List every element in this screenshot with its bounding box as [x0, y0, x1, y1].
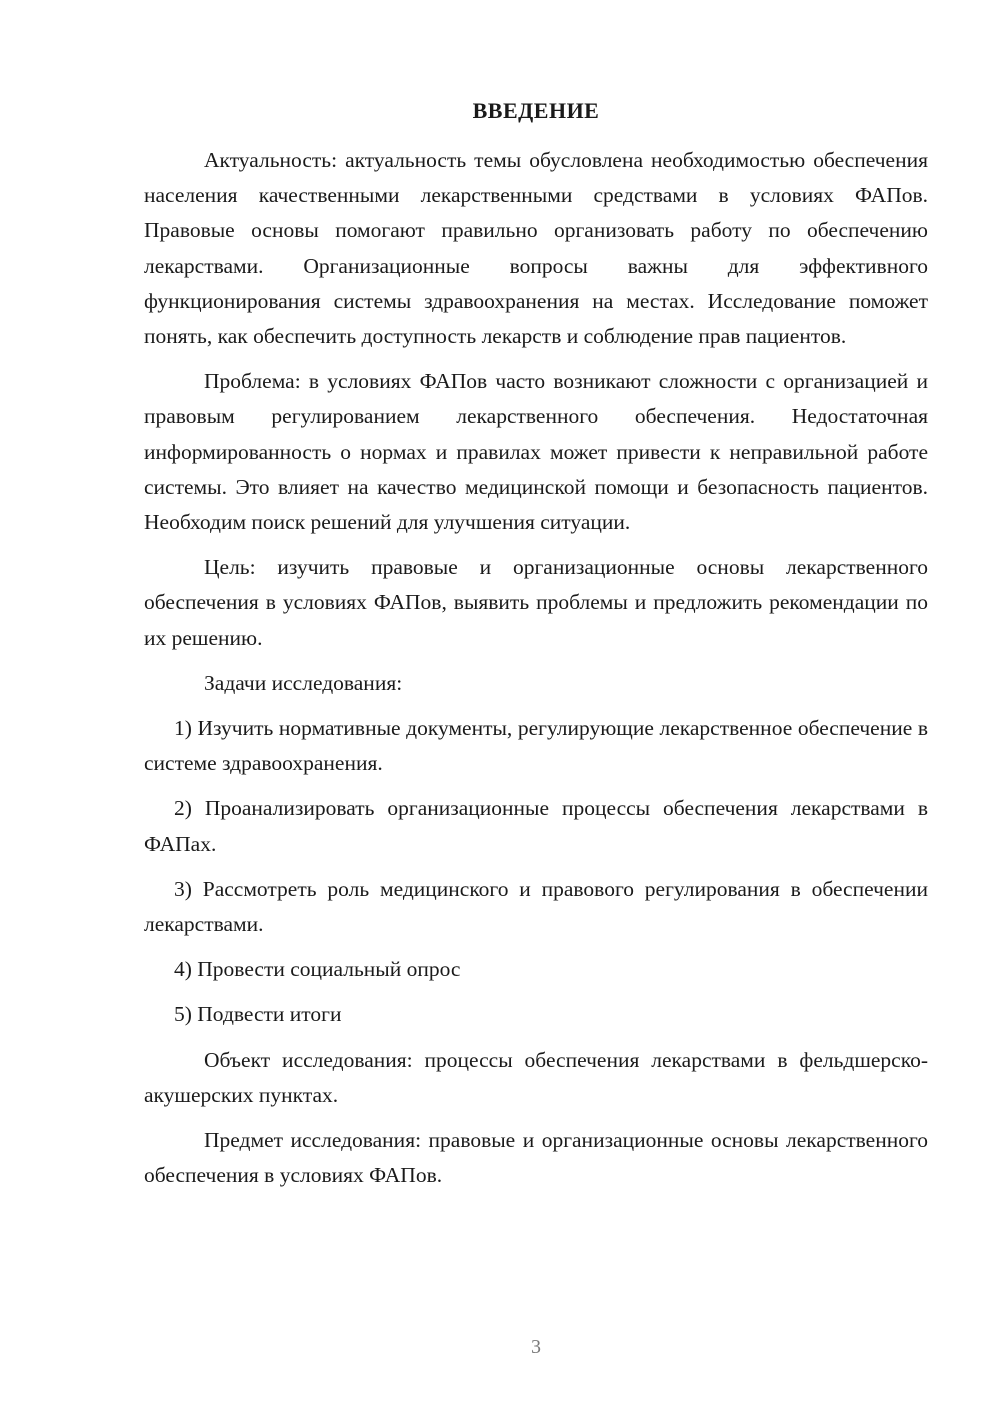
task-item: 4) Провести социальный опрос — [174, 957, 461, 982]
paragraph-goal: Цель: изучить правовые и организационные основы лекарственного обеспечения в условиях ФАПов, выявить проблемы и предложить рекомендации по их решению. — [144, 555, 928, 650]
task-item: 3) Рассмотреть роль медицинского и правового регулирования в обеспечении лекарствами. — [144, 876, 928, 937]
task-item: 2) Проанализировать организационные процессы обеспечения лекарствами в ФАПах. — [144, 796, 928, 856]
page-number: 3 — [531, 1336, 541, 1358]
task-item: 5) Подвести итоги — [174, 1002, 342, 1027]
paragraph-subject: Предмет исследования: правовые и организационные основы лекарственного обеспечения в условиях ФАПов. — [144, 1128, 928, 1188]
paragraph-problem: Проблема: в условиях ФАПов часто возникают сложности с организацией и правовым регулированием лекарственного обеспечения. Недостаточная информированность о нормах и правилах может привести к неправильной работе системы. Это влияет на качество медицинской помощи и безопасность пациентов. Необходим поиск решений для улучшения ситуации. — [144, 369, 928, 535]
paragraph-object: Объект исследования: процессы обеспечения лекарствами в фельдшерско-акушерских пунктах. — [144, 1047, 928, 1107]
document-body — [144, 143, 928, 1203]
section-heading: ВВЕДЕНИЕ — [472, 98, 600, 123]
tasks-title: Задачи исследования: — [204, 670, 403, 695]
task-item: 1) Изучить нормативные документы, регулирующие лекарственное обеспечение в системе здравоохранения. — [144, 716, 928, 776]
document-page — [144, 0, 928, 1414]
paragraph-relevance: Актуальность: актуальность темы обусловлена необходимостью обеспечения населения качественными лекарственными средствами в условиях ФАПов. Правовые основы помогают правильно организовать работу по обеспечению лекарствами. Организационные вопросы важны для эффективного функционирования системы здравоохранения на местах. Исследование поможет понять, как обеспечить доступность лекарств и соблюдение прав пациентов. — [144, 148, 928, 349]
